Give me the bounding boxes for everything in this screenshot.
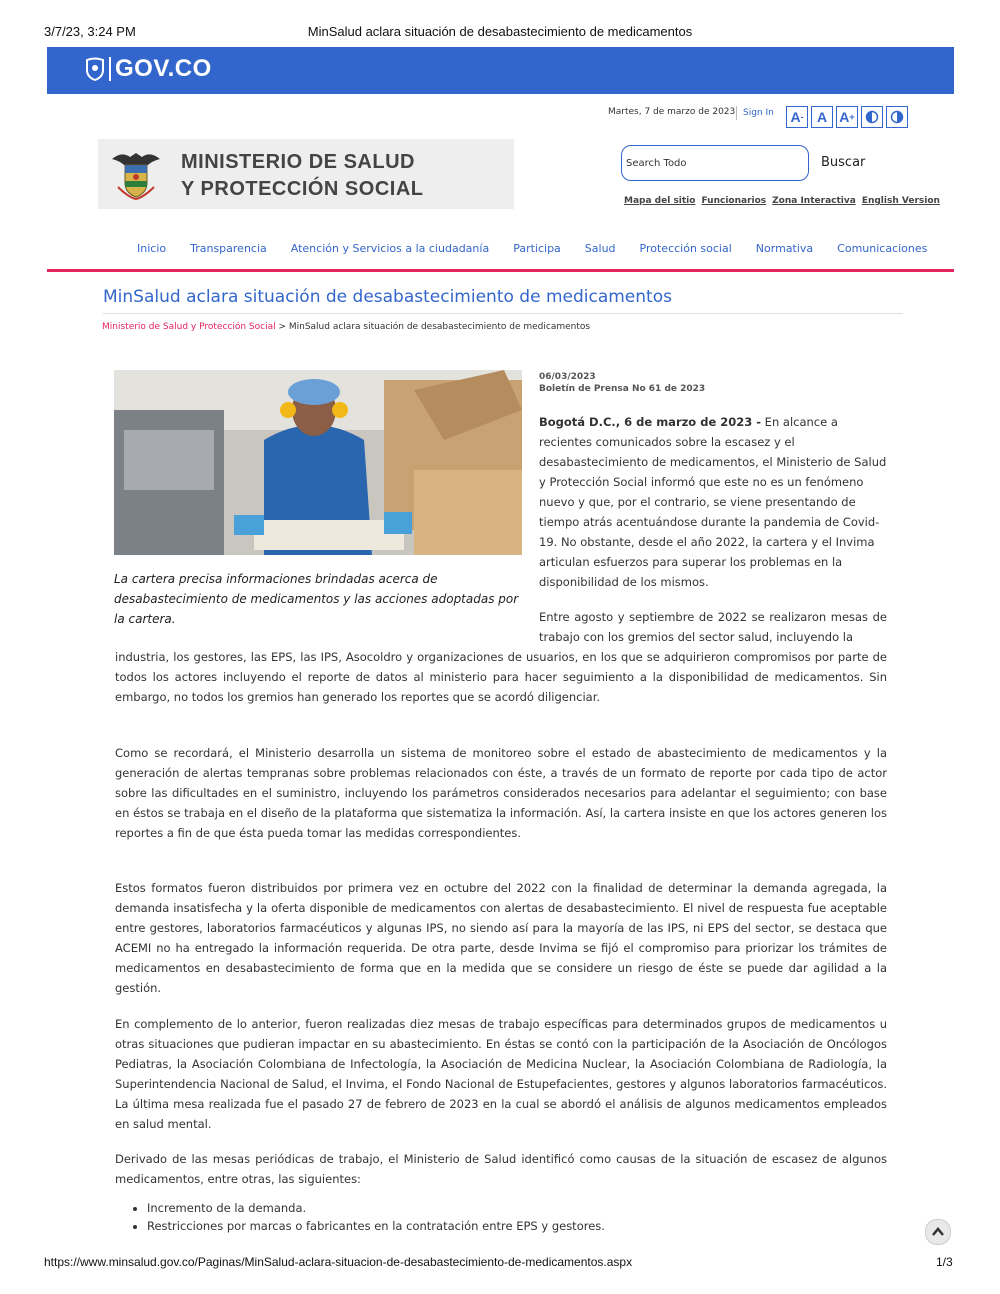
paragraph-3: Estos formatos fueron distribuidos por primera vez en octubre del 2022 con la finalidad de determinar la demanda agregada, la demanda insatisfecha y la oferta disponible de medicamentos con alertas de desabastecimiento. El nivel de respuesta fue aceptable entre gestores, laboratorios farmacéuticos y algunas IPS, no siendo así para la mayoría de las IPS, ni EPS del sector, se destaca que ACEMI no ha entregado la información requerida. De otra parte, desde Invima se fijó el compromiso para priorizar los trámites de medicamentos en desabastecimiento de forma que en la medida que se considere un riesgo de éste se puede dar agilidad a la gestión. <box>115 881 887 995</box>
main-nav <box>137 242 951 255</box>
current-date: Martes, 7 de marzo de 2023 <box>608 107 736 117</box>
nav-item-transparencia[interactable]: Transparencia <box>190 242 267 255</box>
article-photo <box>114 370 522 555</box>
breadcrumb-root[interactable]: Ministerio de Salud y Protección Social <box>102 322 276 332</box>
lead-dateline: Bogotá D.C., 6 de marzo de 2023 - <box>539 415 762 429</box>
bulletin-number: Boletín de Prensa No 61 de 2023 <box>539 384 706 394</box>
scroll-to-top-button[interactable] <box>925 1219 951 1245</box>
list-item: • Incremento de la demanda. <box>147 1199 605 1217</box>
nav-item-inicio[interactable]: Inicio <box>137 242 167 255</box>
nav-item-proteccion-social[interactable]: Protección social <box>639 242 732 255</box>
ministry-name <box>181 149 424 203</box>
font-normal-button[interactable]: A <box>811 106 833 128</box>
font-increase-button[interactable]: A + <box>836 106 858 128</box>
nav-item-atencion[interactable]: Atención y Servicios a la ciudadanía <box>290 242 490 255</box>
title-divider <box>103 313 903 314</box>
gov-logo-text: GOV.CO <box>115 55 212 82</box>
zona-interactiva-link[interactable]: Zona Interactiva <box>772 196 856 206</box>
font-decrease-button[interactable]: A - <box>786 106 808 128</box>
nav-item-normativa[interactable]: Normativa <box>755 242 814 255</box>
ministry-name-line2: Y PROTECCIÓN SOCIAL <box>181 178 424 200</box>
accessibility-toolbar <box>786 106 908 128</box>
print-page-number: 1/3 <box>936 1255 953 1269</box>
paragraph-5: Derivado de las mesas periódicas de trabajo, el Ministerio de Salud identificó como causas de la situación de escasez de algunos medicamentos, entre otras, las siguientes: <box>115 1152 887 1186</box>
causes-list <box>132 1199 605 1235</box>
gov-bar <box>47 47 954 94</box>
print-url: https://www.minsalud.gov.co/Paginas/MinSalud-aclara-situacion-de-desabastecimiento-de-medicamentos.aspx <box>44 1255 633 1269</box>
lead-text: En alcance a recientes comunicados sobre la escasez y el desabastecimiento de medicamentos, el Ministerio de Salud y Protección Social informó que este no es un fenómeno nuevo y que, por el contrario, se viene presentando de tiempo atrás acentuándose durante la pandemia de Covid-19. No obstante, desde el año 2022, la cartera y el Invima articulan esfuerzos para superar los problemas en la disponibilidad de los mismos. <box>539 415 887 589</box>
gov-logo[interactable] <box>85 55 212 83</box>
coat-of-arms-icon <box>108 147 164 201</box>
search-button[interactable]: Buscar <box>821 155 866 170</box>
paragraph-2: Como se recordará, el Ministerio desarrolla un sistema de monitoreo sobre el estado de abastecimiento de medicamentos y la generación de alertas tempranas sobre problemas relacionados con éste, a través de un formato de reporte por cada tipo de actor sobre las dificultades en el suministro, incluyendo los parámetros considerados necesarios para adelantar el seguimiento; con base en éstos se trabaja en el diseño de la plataforma que sistematiza la información. Así, la cartera insiste en que los actores generen los reportes a fin de que ésta pueda tomar las medidas correspondientes. <box>115 746 887 840</box>
paragraph-4: En complemento de lo anterior, fueron realizadas diez mesas de trabajo específicas para determinados grupos de medicamentos u otras situaciones que pudieran impactar en su abastecimiento. En éstas se contó con la participación de la Asociación de Oncólogos Pediatras, la Asociación Colombiana de Infectología, la Asociación de Medicina Nuclear, la Asociación Colombiana de Radiología, la Superintendencia Nacional de Salud, el Invima, el Fondo Nacional de Estupefacientes, gestores y algunos laboratorios farmacéuticos. La última mesa realizada fue el pasado 27 de febrero de 2023 en la cual se abordó el análisis de algunos medicamentos empleados en salud mental. <box>115 1017 887 1131</box>
ministry-name-line1: MINISTERIO DE SALUD <box>181 151 415 173</box>
lead-paragraph <box>539 412 887 592</box>
page-title: MinSalud aclara situación de desabastecimiento de medicamentos <box>103 287 672 307</box>
print-datetime: 3/7/23, 3:24 PM <box>44 24 136 39</box>
top-links <box>624 196 940 206</box>
breadcrumb-current: MinSalud aclara situación de desabastecimiento de medicamentos <box>288 322 591 332</box>
article-meta <box>539 371 705 395</box>
factory-worker-image <box>114 370 522 555</box>
print-title: MinSalud aclara situación de desabastecimiento de medicamentos <box>307 24 693 39</box>
nav-divider <box>47 269 954 272</box>
breadcrumb <box>102 322 590 332</box>
contrast-alt-icon <box>890 110 904 124</box>
search-input[interactable]: Search Todo <box>621 145 809 181</box>
sign-in-link[interactable]: Sign In <box>736 106 774 120</box>
nav-item-participa[interactable]: Participa <box>513 242 561 255</box>
contrast-button[interactable] <box>861 106 883 128</box>
chevron-up-icon <box>932 1227 944 1237</box>
contrast-icon <box>865 110 879 124</box>
nav-item-salud[interactable]: Salud <box>584 242 616 255</box>
paragraph-1-start: Entre agosto y septiembre de 2022 se realizaron mesas de trabajo con los gremios del sector salud, incluyendo la <box>539 610 887 644</box>
funcionarios-link[interactable]: Funcionarios <box>701 196 767 206</box>
english-version-link[interactable]: English Version <box>861 196 940 206</box>
list-item: • Restricciones por marcas o fabricantes en la contratación entre EPS y gestores. <box>147 1217 605 1235</box>
logo-separator <box>109 57 111 81</box>
article-date: 06/03/2023 <box>539 372 596 382</box>
breadcrumb-separator: > <box>275 322 289 332</box>
contrast-toggle-button[interactable] <box>886 106 908 128</box>
nav-item-comunicaciones[interactable]: Comunicaciones <box>837 242 928 255</box>
photo-caption: La cartera precisa informaciones brindadas acerca de desabastecimiento de medicamentos y las acciones adoptadas por la cartera. <box>114 572 519 626</box>
site-map-link[interactable]: Mapa del sitio <box>624 196 696 206</box>
colombia-shield-icon <box>85 57 105 81</box>
ministry-logo[interactable] <box>98 139 514 209</box>
paragraph-1-rest: industria, los gestores, las EPS, las IPS, Asocoldro y organizaciones de usuarios, en los que se adquirieron compromisos por parte de todos los actores incluyendo el reporte de datos al ministerio para hacer seguimiento a la disponibilidad de medicamentos. Sin embargo, no todos los gremios han generado los reportes que se acordó diligenciar. <box>115 650 887 704</box>
